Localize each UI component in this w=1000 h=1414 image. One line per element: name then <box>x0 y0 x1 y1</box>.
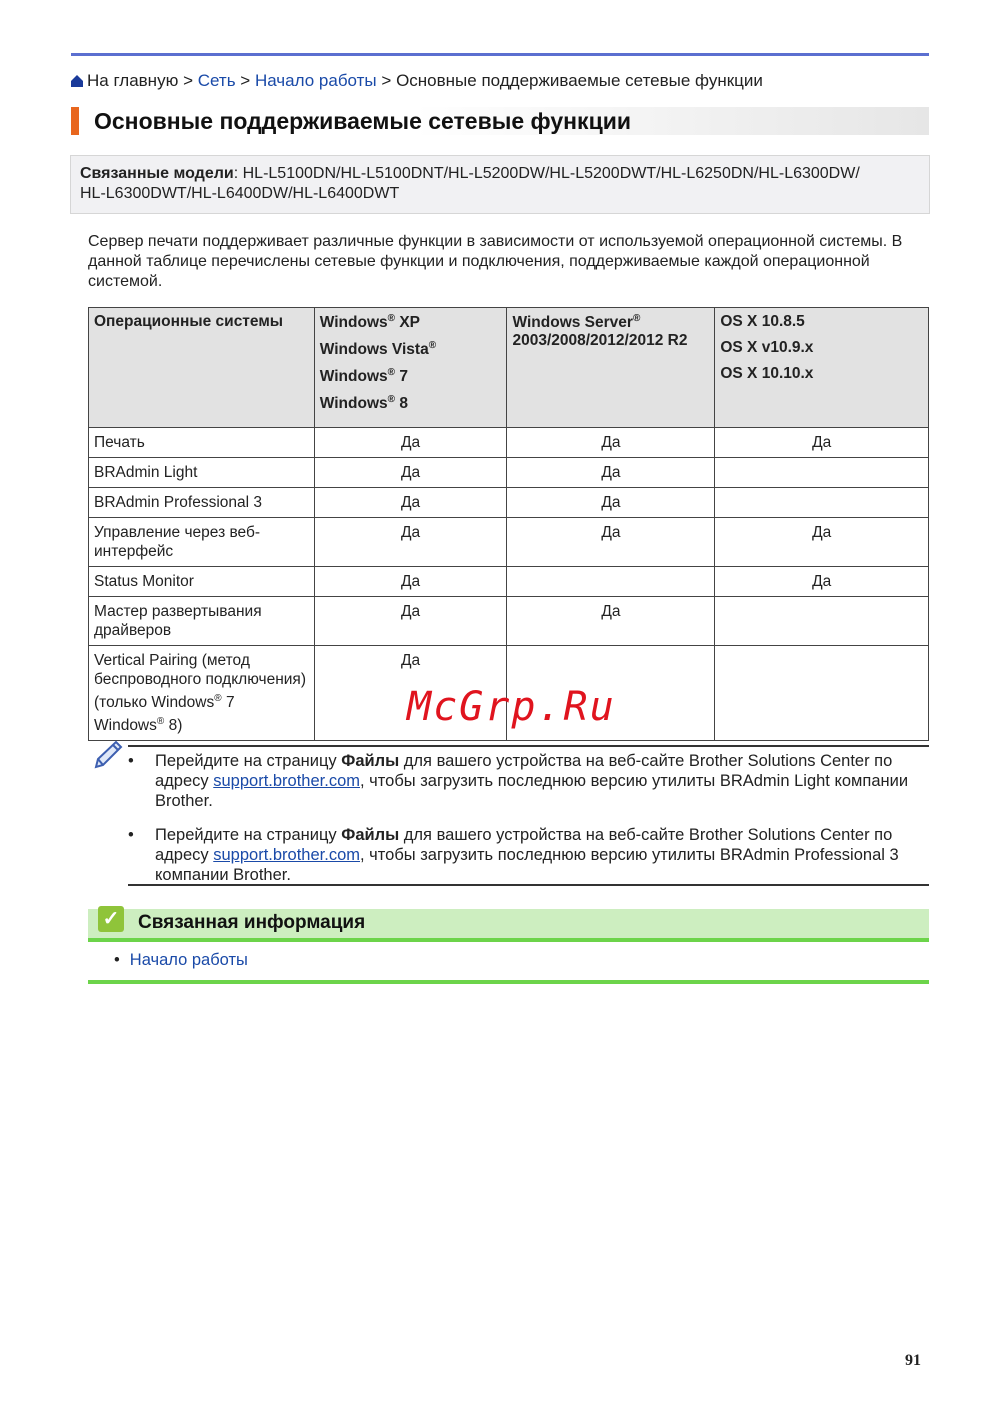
server-cell: Да <box>507 517 715 566</box>
mac-cell: Да <box>715 427 929 457</box>
watermark: McGrp.Ru <box>407 684 616 730</box>
models-line1: HL-L5100DN/HL-L5100DNT/HL-L5200DW/HL-L5200DWT/HL-L6250DN/HL-L6300DW/ <box>242 165 860 182</box>
breadcrumb-sep: > <box>381 71 392 90</box>
pencil-note-icon <box>92 739 124 771</box>
server-cell <box>507 566 715 596</box>
models-label: Связанные модели <box>80 165 234 182</box>
mac-cell: Да <box>715 566 929 596</box>
related-link-getting-started[interactable]: Начало работы <box>129 951 248 969</box>
win-cell: Да <box>314 566 507 596</box>
server-cell: Да <box>507 457 715 487</box>
checkmark-icon: ✓ <box>98 906 124 932</box>
note-item: • Перейдите на страницу Файлы для вашего устройства на веб-сайте Brother Solutions Center по адресу support.brother.com, чтобы загрузить последнюю версию утилиты BRAdmin Light компании Brother. <box>128 751 928 811</box>
mac-cell <box>715 596 929 645</box>
related-list-item: • Начало работы <box>114 951 248 969</box>
mac-cell <box>715 457 929 487</box>
server-cell: Да <box>507 596 715 645</box>
note-item: • Перейдите на страницу Файлы для вашего устройства на веб-сайте Brother Solutions Center по адресу support.brother.com, чтобы загрузить последнюю версию утилиты BRAdmin Professional 3 компании Brother. <box>128 825 928 885</box>
table-row <box>89 427 929 457</box>
intro-paragraph: Сервер печати поддерживает различные функции в зависимости от используемой операционной системы. В данной таблице перечислены сетевые функции и подключения, поддерживаемые каждой операционной системой. <box>88 233 903 290</box>
header-windows-server: Windows Server® 2003/2008/2012/2012 R2 <box>507 308 715 428</box>
table-row <box>89 457 929 487</box>
related-info-header <box>88 909 929 942</box>
feature-cell: Печать <box>89 427 315 457</box>
table-row <box>89 566 929 596</box>
page-title-text: Основные поддерживаемые сетевые функции <box>94 108 631 134</box>
server-cell: Да <box>507 487 715 517</box>
win-cell: Да <box>314 487 507 517</box>
breadcrumb-current: Основные поддерживаемые сетевые функции <box>396 71 763 90</box>
related-info-title: Связанная информация <box>138 912 366 933</box>
breadcrumb-network[interactable]: Сеть <box>197 71 236 90</box>
table-header-row <box>89 308 929 428</box>
header-windows: Windows® XP Windows Vista® Windows® 7 Windows® 8 <box>314 308 507 428</box>
note-top-rule <box>128 745 929 747</box>
home-icon <box>71 75 83 87</box>
note-bottom-rule <box>128 884 929 886</box>
win-cell: Да <box>314 645 507 740</box>
related-models-box: Связанные модели: HL-L5100DN/HL-L5100DNT/HL-L5200DW/HL-L5200DWT/HL-L6250DN/HL-L6300DW/ HL-L6300DWT/HL-L6400DW/HL-L6400DWT <box>70 155 930 214</box>
feature-cell: Status Monitor <box>89 566 315 596</box>
breadcrumb-sep: > <box>240 71 251 90</box>
feature-cell: BRAdmin Light <box>89 457 315 487</box>
header-os: Операционные системы <box>89 308 315 428</box>
breadcrumb-getting-started[interactable]: Начало работы <box>254 71 377 90</box>
breadcrumb <box>71 71 763 91</box>
table-row <box>89 517 929 566</box>
table-row <box>89 596 929 645</box>
breadcrumb-sep: > <box>183 71 193 90</box>
page-number: 91 <box>905 1352 921 1369</box>
server-cell: Да <box>507 427 715 457</box>
notes-list <box>128 751 928 899</box>
table-row <box>89 487 929 517</box>
header-mac: OS X 10.8.5 OS X v10.9.x OS X 10.10.x <box>715 308 929 428</box>
win-cell: Да <box>314 517 507 566</box>
breadcrumb-home[interactable]: На главную <box>87 71 179 90</box>
mac-cell <box>715 487 929 517</box>
page-title <box>71 107 929 135</box>
mac-cell: Да <box>715 517 929 566</box>
title-accent-bar <box>71 107 79 135</box>
feature-cell: BRAdmin Professional 3 <box>89 487 315 517</box>
win-cell: Да <box>314 457 507 487</box>
support-link[interactable]: support.brother.com <box>213 846 360 864</box>
feature-cell: Управление через веб-интерфейс <box>89 517 315 566</box>
win-cell: Да <box>314 596 507 645</box>
feature-cell: Мастер развертывания драйверов <box>89 596 315 645</box>
mac-cell <box>715 645 929 740</box>
feature-cell: Vertical Pairing (метод беспроводного подключения) (только Windows® 7 Windows® 8) <box>89 645 315 740</box>
support-link[interactable]: support.brother.com <box>213 772 360 790</box>
win-cell: Да <box>314 427 507 457</box>
top-rule <box>71 53 929 56</box>
related-bottom-rule <box>88 980 929 984</box>
features-table <box>88 307 929 741</box>
models-line2: HL-L6300DWT/HL-L6400DW/HL-L6400DWT <box>80 185 400 202</box>
